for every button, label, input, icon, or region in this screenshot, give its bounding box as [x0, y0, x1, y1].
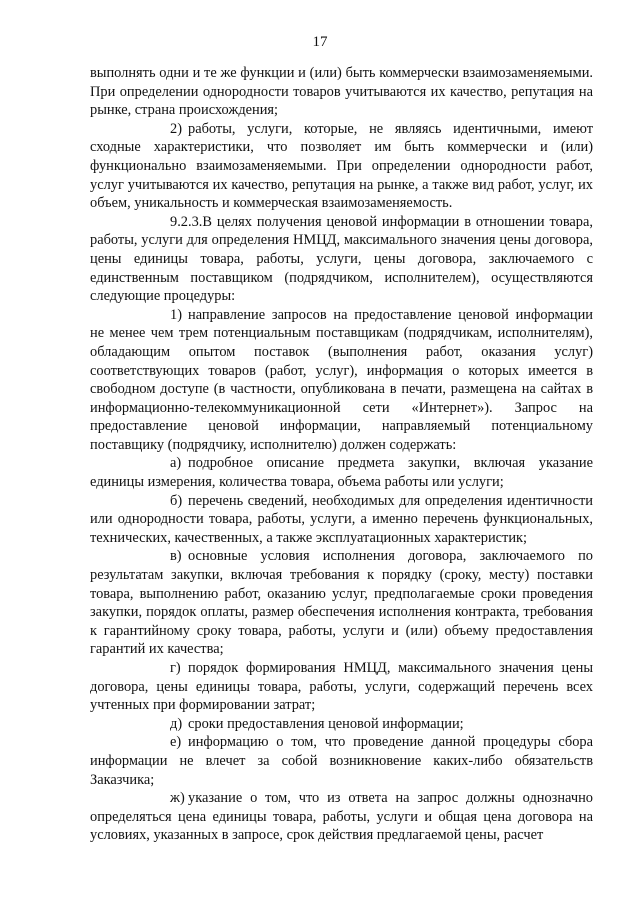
paragraph-continuation — [90, 64, 593, 120]
item-letter: б) — [170, 492, 183, 509]
paragraph-item-zh — [90, 789, 593, 845]
paragraph-item-b — [90, 492, 593, 548]
paragraph-text: указание о том, что из ответа на запрос должны однозначно определяться цена единицы товара, работы, услуги и общая цена договора на условиях, указанных в запросе, срок действия предлагаемой цены, расчет — [90, 790, 593, 844]
paragraph-text: информацию о том, что проведение данной процедуры сбора информации не влечет за собой возникновение каких-либо обязательств Заказчика; — [90, 734, 593, 788]
item-number: 1) — [170, 306, 182, 323]
paragraph-text: подробное описание предмета закупки, включая указание единицы измерения, количества товара, объема работы или услуги; — [90, 455, 593, 491]
paragraph-text: В целях получения ценовой информации в отношении товара, работы, услуги для определения НМЦД, максимального значения цены договора, цены единицы товара, работы, услуги, цены договора, заключаемого с единственным поставщиком (подрядчиком, исполнителем), осуществляются следующие процедуры: — [90, 213, 593, 305]
paragraph-text: порядок формирования НМЦД, максимального значения цены договора, цены единицы товара, работы, услуги, содержащий перечень всех учтенных при формировании затрат; — [90, 660, 593, 714]
item-letter: г) — [170, 660, 181, 676]
item-letter: а) — [170, 455, 182, 472]
document-body — [90, 64, 593, 845]
section-number: 9.2.3. — [170, 213, 203, 230]
item-number: 2) — [170, 120, 182, 137]
paragraph-item-d — [90, 715, 593, 734]
paragraph-text: сроки предоставления ценовой информации; — [188, 715, 464, 732]
paragraph-text: работы, услуги, которые, не являясь идентичными, имеют сходные характеристики, что позволяет им быть коммерчески и (или) функционально взаимозаменяемыми. При определении однородности работ, услуг учитываются их качество, репутация на рынке, а также вид работ, услуг, их объем, уникальность и коммерческая взаимозаменяемость. — [90, 120, 593, 212]
paragraph-section-9-2-3 — [90, 213, 593, 306]
paragraph-item-2 — [90, 120, 593, 213]
paragraph-item-e — [90, 733, 593, 789]
paragraph-text: перечень сведений, необходимых для определения идентичности или однородности товара, работы, услуги, а именно перечень функциональных, технических, качественных, а также эксплуатационных характеристик; — [90, 492, 593, 546]
paragraph-item-1 — [90, 306, 593, 455]
paragraph-item-v — [90, 547, 593, 659]
paragraph-text: направление запросов на предоставление ценовой информации не менее чем трем потенциальным поставщикам (подрядчикам, исполнителям), обладающим опытом поставок (выполнения работ, оказания услуг) соответствующих товаров (работ, услуг), информация о которых имеется в свободном доступе (в частности, опубликована в печати, размещена на сайтах в информационно-телекоммуникационной сети «Интернет»). Запрос на предоставление ценовой информации, направляемый потенциальному поставщику (подрядчику, исполнителю) должен содержать: — [90, 306, 593, 453]
item-letter: ж) — [170, 790, 185, 807]
item-letter: д) — [170, 715, 183, 732]
item-letter: в) — [170, 548, 182, 565]
page-number: 17 — [312, 34, 328, 50]
paragraph-item-g — [90, 659, 593, 715]
paragraph-text: основные условия исполнения договора, заключаемого по результатам закупки, включая требования к порядку (сроку, месту) поставки товара, выполнению работ, оказанию услуг, предполагаемые сроки проведения закупки, порядок оплаты, размер обеспечения исполнения контракта, требования к гарантийному сроку товара, работы, услуги и (или) объему предоставления гарантий их качества; — [90, 548, 593, 658]
paragraph-item-a — [90, 454, 593, 491]
paragraph-text: выполнять одни и те же функции и (или) быть коммерчески взаимозаменяемыми. При определении однородности товаров учитываются их качество, репутация на рынке, страна происхождения; — [90, 65, 593, 119]
item-letter: е) — [170, 734, 182, 751]
